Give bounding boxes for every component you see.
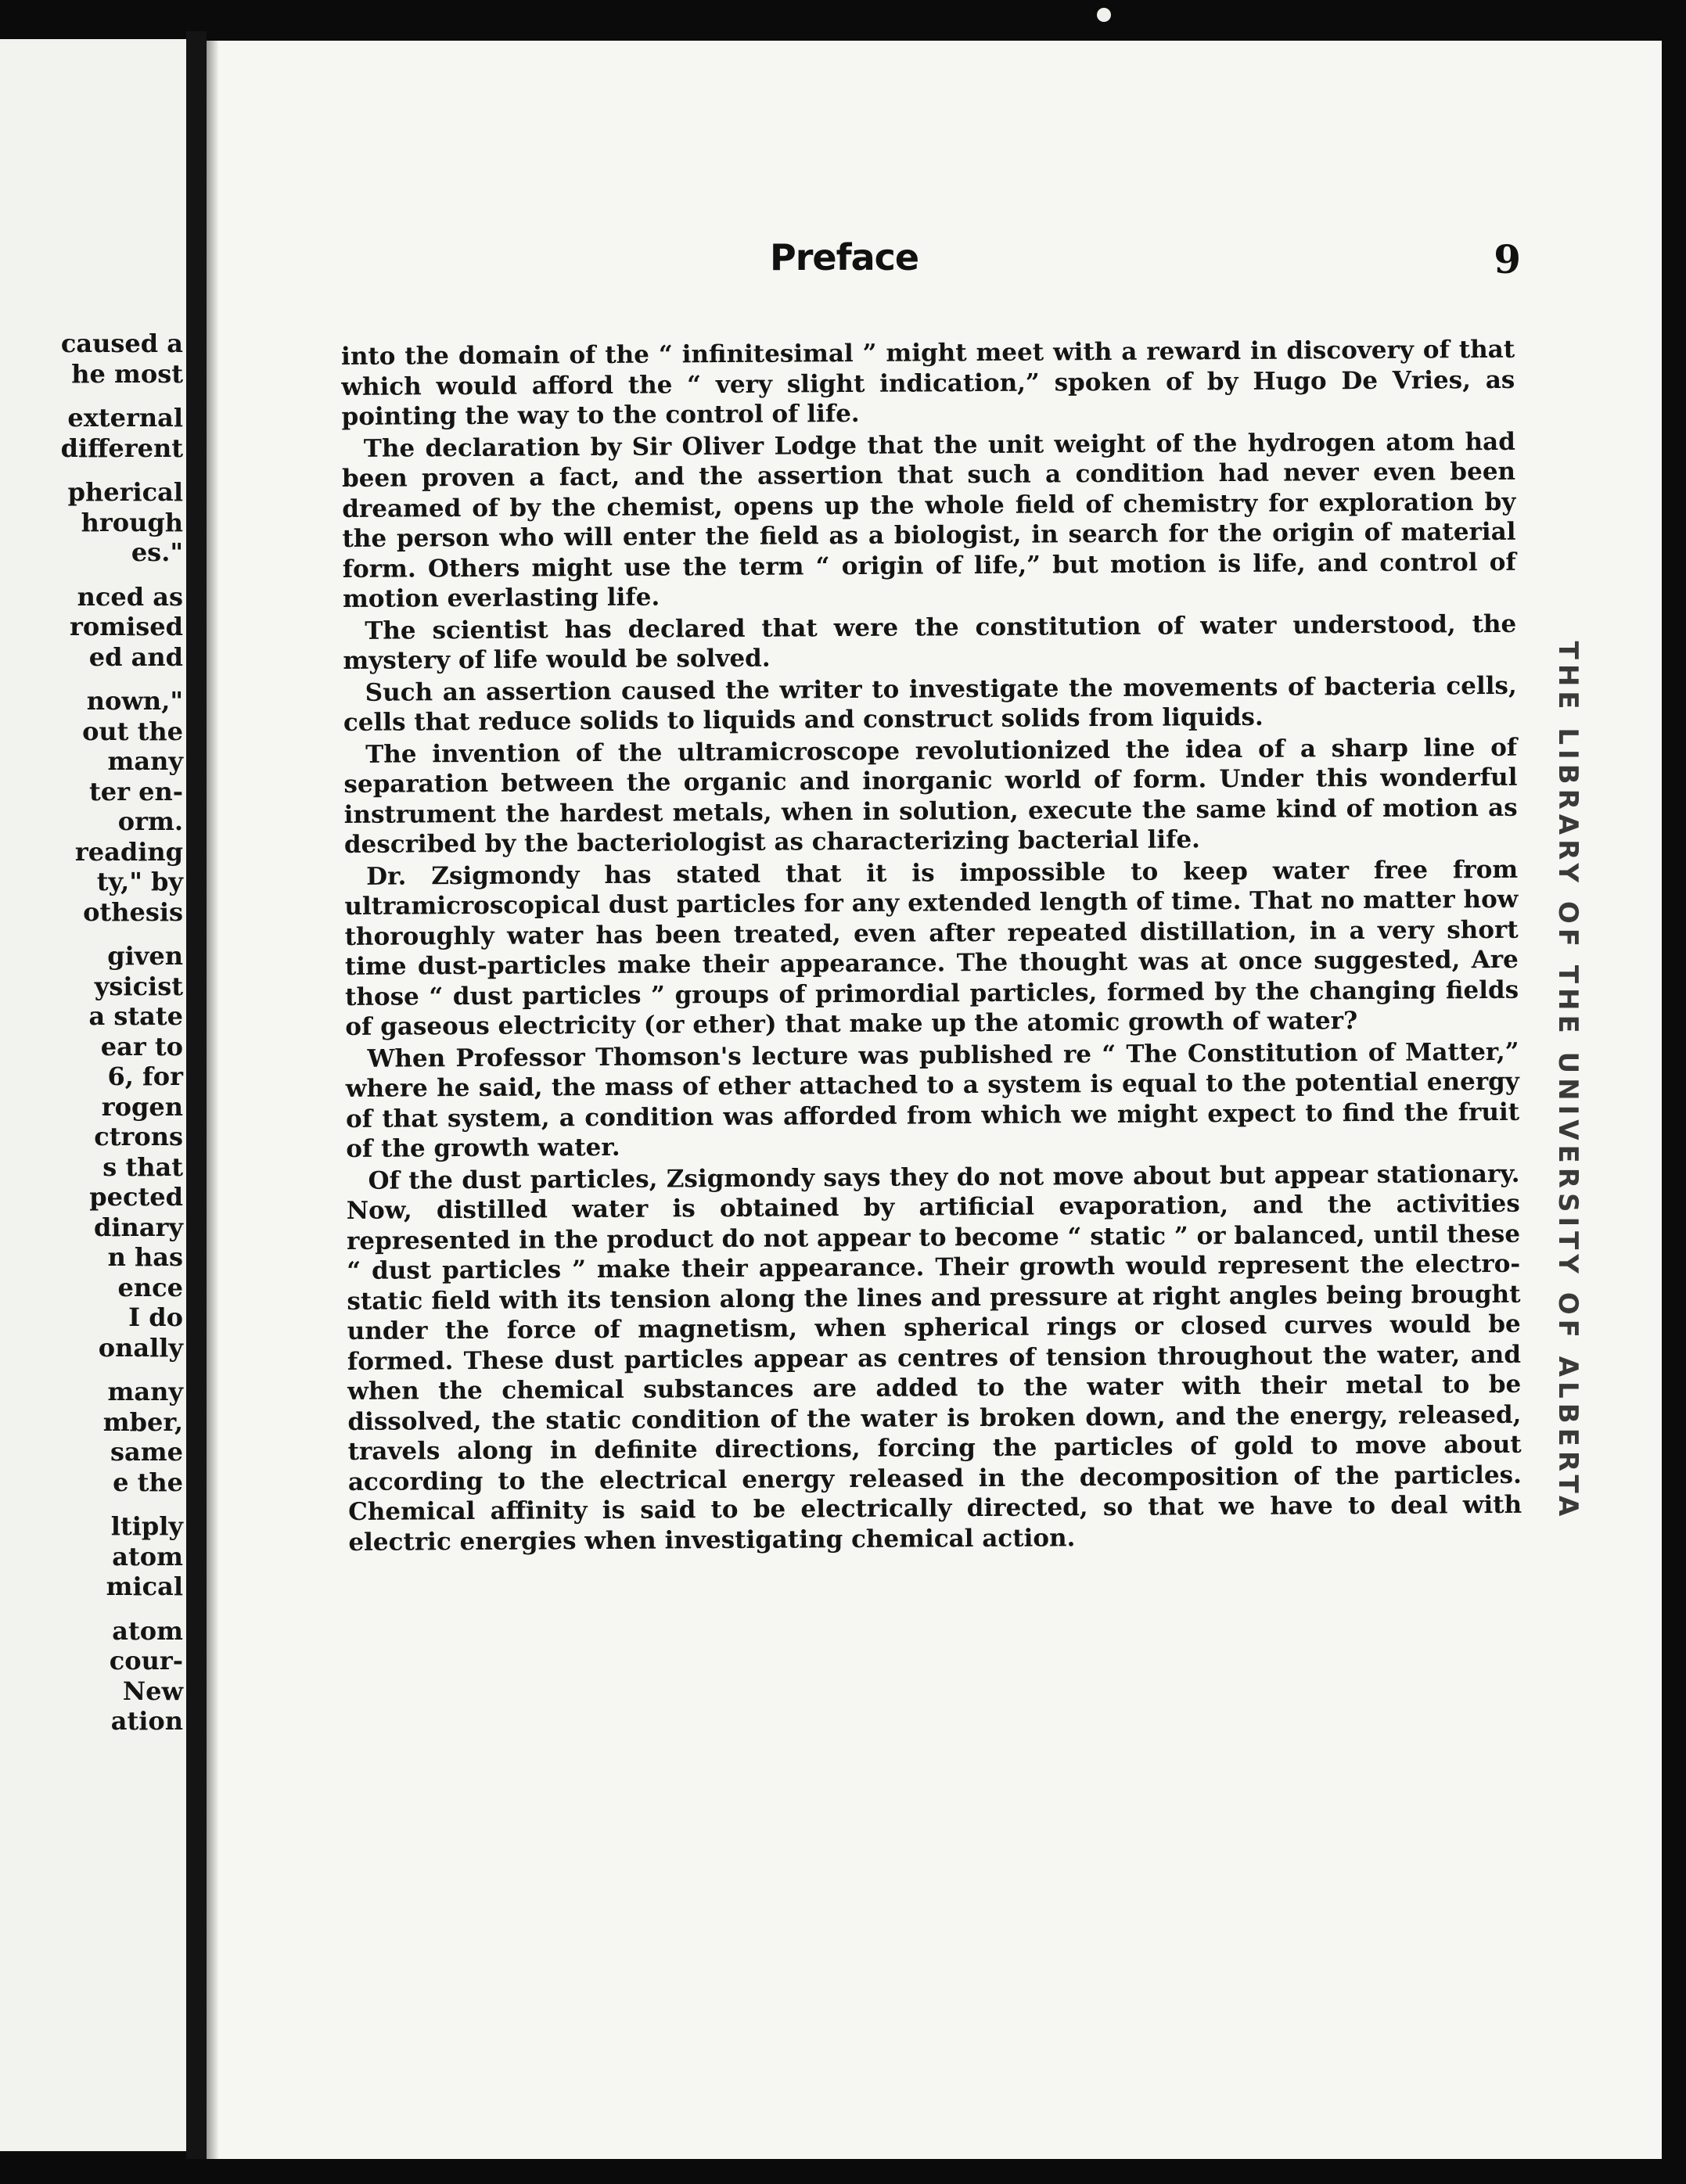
- line-gap: [0, 1363, 183, 1377]
- facing-page-line: n has: [107, 1242, 183, 1272]
- facing-page-text-fragments: [0, 329, 183, 1737]
- running-head: Preface: [770, 236, 919, 278]
- page-header: [770, 236, 1521, 291]
- line-gap: [0, 389, 183, 403]
- facing-page-line: same: [110, 1437, 183, 1467]
- facing-page-line: many: [107, 1377, 183, 1406]
- facing-page-line: many: [107, 746, 183, 776]
- facing-page-line: rogen: [101, 1091, 183, 1122]
- facing-page-line: pherical: [67, 477, 183, 507]
- library-stamp: [1537, 641, 1599, 1521]
- facing-page-line: orm.: [117, 806, 183, 836]
- facing-page-line: he most: [71, 358, 183, 389]
- paragraph: Dr. Zsigmondy has stated that it is impossible to keep water free from ultramicroscopical dust particles for any extended length of time. That no matter how thoroughly water has been treated, even after repeated distillation, in a very short time dust-particles make their appearance. The thought was at once suggested, Are those “ dust particles ” groups of primordial particles, formed by the changing fields of gaseous electricity (or ether) that make up the atomic growth of water?: [344, 855, 1519, 1041]
- gutter-shadow: [207, 41, 219, 2159]
- page-number: 9: [1494, 236, 1521, 282]
- facing-page-line: ence: [117, 1272, 183, 1302]
- paragraph: The scientist has declared that were the constitution of water understood, the mystery of life would be solved.: [343, 609, 1517, 675]
- scan-speck: [1097, 8, 1111, 22]
- facing-page-line: 6, for: [107, 1061, 183, 1091]
- facing-page-line: pected: [89, 1182, 183, 1212]
- facing-page-line: ctrons: [94, 1122, 183, 1151]
- line-gap: [0, 672, 183, 686]
- paragraph: Of the dust particles, Zsigmondy says they do not move about but appear stationary. Now, distilled water is obtained by artificial evaporation, and the activities represented in the product do not appear to become “ static ” or balanced, until these “ dust particles ” make their appearance. Their growth would represent the electro-static field with its tension along the lines and pressure at right angles being brought under the force of magnetism, when spherical rings or closed curves would be formed. These dust particles appear as centres of tension throughout the water, and when the chemical substances are added to the water with their metal to be dissolved, the static condition of the water is broken down, and the energy, released, travels along in definite directions, forcing the particles of gold to move about according to the electrical energy released in the decomposition of the particles. Chemical affinity is said to be electrically directed, so that we have to deal with electric energies when investigating chemical action.: [346, 1159, 1522, 1557]
- facing-page-line: ysicist: [94, 971, 183, 1001]
- facing-page-line: atom: [112, 1541, 183, 1572]
- facing-page-line: ear to: [100, 1031, 183, 1061]
- line-gap: [0, 568, 183, 582]
- body-text: [341, 335, 1522, 1559]
- paragraph: The invention of the ultramicroscope revolutionized the idea of a sharp line of separation between the organic and inorganic world of form. Under this wonderful instrument the hardest metals, when in solution, execute the same kind of motion as described by the bacteriologist as characterizing bacterial life.: [343, 733, 1518, 859]
- facing-page-line: a state: [88, 1001, 183, 1031]
- paragraph: When Professor Thomson's lecture was published re “ The Constitution of Matter,” where he said, the mass of ether attached to a system is equal to the potential energy of that system, a condition was afforded from which we might expect to find the fruit of the growth water.: [345, 1037, 1520, 1163]
- paragraph: Such an assertion caused the writer to investigate the movements of bacteria cells, cells that reduce solids to liquids and construct solids from liquids.: [343, 671, 1517, 737]
- facing-page-line: othesis: [83, 896, 183, 927]
- facing-page-line: es.": [131, 537, 183, 567]
- facing-page-line: out the: [82, 716, 183, 746]
- facing-page-line: I do: [128, 1302, 183, 1332]
- facing-page-line: ty," by: [96, 867, 183, 896]
- facing-page-line: nown,": [86, 686, 183, 716]
- facing-page-line: e the: [113, 1467, 183, 1497]
- line-gap: [0, 1602, 183, 1616]
- book-page: [207, 41, 1662, 2159]
- facing-page-line: different: [60, 433, 183, 463]
- facing-page-line: caused a: [60, 329, 183, 358]
- facing-page-line: romised: [70, 612, 183, 641]
- facing-page-line: ter en-: [88, 776, 183, 806]
- facing-page-line: hrough: [81, 507, 183, 537]
- line-gap: [0, 927, 183, 941]
- facing-page-line: ed and: [88, 641, 183, 672]
- facing-page-line: s that: [102, 1151, 183, 1182]
- facing-page-line: ltiply: [110, 1511, 183, 1541]
- facing-page-line: ation: [110, 1706, 183, 1736]
- line-gap: [0, 463, 183, 477]
- facing-page-line: New: [122, 1676, 183, 1706]
- facing-page-line: mber,: [102, 1406, 183, 1437]
- facing-page-line: cour-: [109, 1646, 183, 1676]
- facing-page-left: [0, 39, 186, 2151]
- facing-page-line: given: [107, 941, 183, 971]
- paragraph: into the domain of the “ infinitesimal ” might meet with a reward in discovery of that which would afford the “ very slight indication,” spoken of by Hugo De Vries, as pointing the way to the control of life.: [341, 335, 1515, 431]
- facing-page-line: nced as: [77, 581, 183, 612]
- facing-page-line: onally: [98, 1332, 183, 1363]
- line-gap: [0, 1497, 183, 1511]
- facing-page-line: mical: [106, 1572, 183, 1601]
- facing-page-line: atom: [112, 1615, 183, 1646]
- facing-page-line: dinary: [94, 1212, 183, 1242]
- facing-page-line: external: [67, 403, 183, 433]
- book-gutter: [186, 31, 207, 2159]
- paragraph: The declaration by Sir Oliver Lodge that the unit weight of the hydrogen atom had been proven a fact, and the assertion that such a condition had never even been dreamed of by the chemist, opens up the whole field of chemistry for exploration by the person who will enter the field as a biologist, in search for the origin of material form. Others might use the term “ origin of life,” but motion is life, and control of motion everlasting life.: [341, 427, 1516, 613]
- library-stamp-text: THE LIBRARY OF THE UNIVERSITY OF ALBERTA: [1552, 641, 1584, 1521]
- facing-page-line: reading: [74, 836, 183, 867]
